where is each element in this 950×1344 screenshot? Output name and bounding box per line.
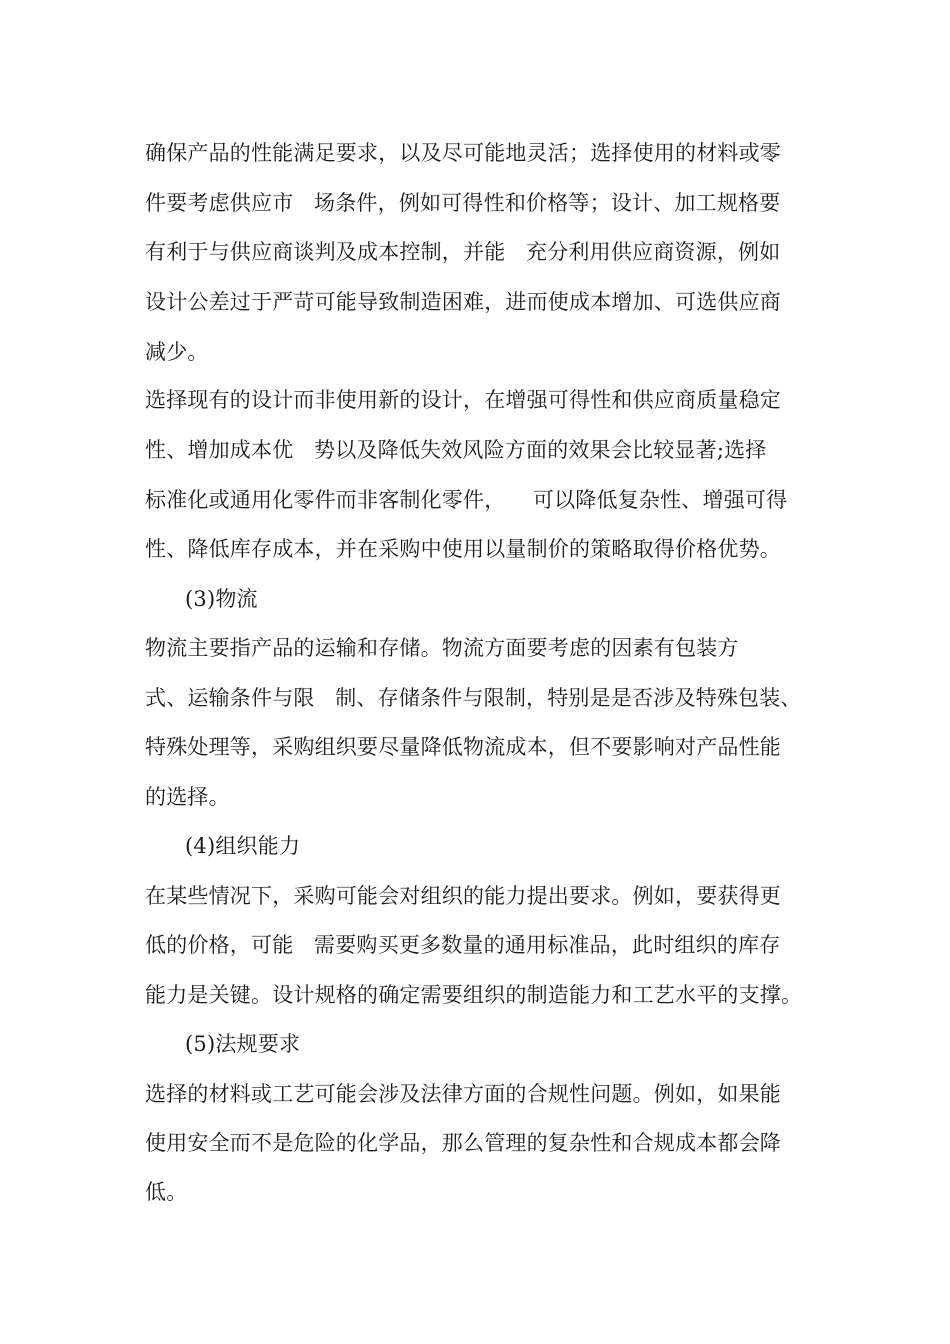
- text-line: 确保产品的性能满足要求，以及尽可能地灵活；选择使用的材料或零: [145, 141, 781, 165]
- text-line: 减少。: [145, 340, 209, 364]
- text-line: 有利于与供应商谈判及成本控制，并能 充分利用供应商资源，例如: [145, 240, 781, 264]
- text-line: 低。: [145, 1180, 188, 1204]
- text-line: 使用安全而不是危险的化学品，那么管理的复杂性和合规成本都会降: [145, 1131, 781, 1155]
- text-line: 性、增加成本优 势以及降低失效风险方面的效果会比较显著;选择: [145, 438, 767, 462]
- text-line: 低的价格，可能 需要购买更多数量的通用标准品，此时组织的库存: [145, 933, 781, 957]
- text-line: 特殊处理等，采购组织要尽量降低物流成本，但不要影响对产品性能: [145, 735, 781, 759]
- section-heading: (5)法规要求: [185, 1032, 301, 1056]
- text-line: 设计公差过于严苛可能导致制造困难，进而使成本增加、可选供应商: [145, 290, 781, 314]
- text-line: 能力是关键。设计规格的确定需要组织的制造能力和工艺水平的支撑。: [145, 983, 803, 1007]
- text-line: 选择现有的设计而非使用新的设计，在增强可得性和供应商质量稳定: [145, 388, 781, 412]
- text-line: 式、运输条件与限 制、存储条件与限制，特别是是否涉及特殊包装、: [145, 686, 802, 710]
- text-line: 件要考虑供应市 场条件，例如可得性和价格等；设计、加工规格要: [145, 191, 781, 215]
- section-heading: (3)物流: [185, 587, 258, 611]
- text-line: 的选择。: [145, 785, 230, 809]
- section-heading: (4)组织能力: [185, 834, 301, 858]
- text-line: 标准化或通用化零件而非客制化零件， 可以降低复杂性、增强可得: [145, 488, 788, 512]
- text-line: 选择的材料或工艺可能会涉及法律方面的合规性问题。例如，如果能: [145, 1082, 781, 1106]
- text-line: 在某些情况下，采购可能会对组织的能力提出要求。例如，要获得更: [145, 884, 781, 908]
- text-line: 性、降低库存成本，并在采购中使用以量制价的策略取得价格优势。: [145, 537, 781, 561]
- text-line: 物流主要指产品的运输和存储。物流方面要考虑的因素有包装方: [145, 636, 739, 660]
